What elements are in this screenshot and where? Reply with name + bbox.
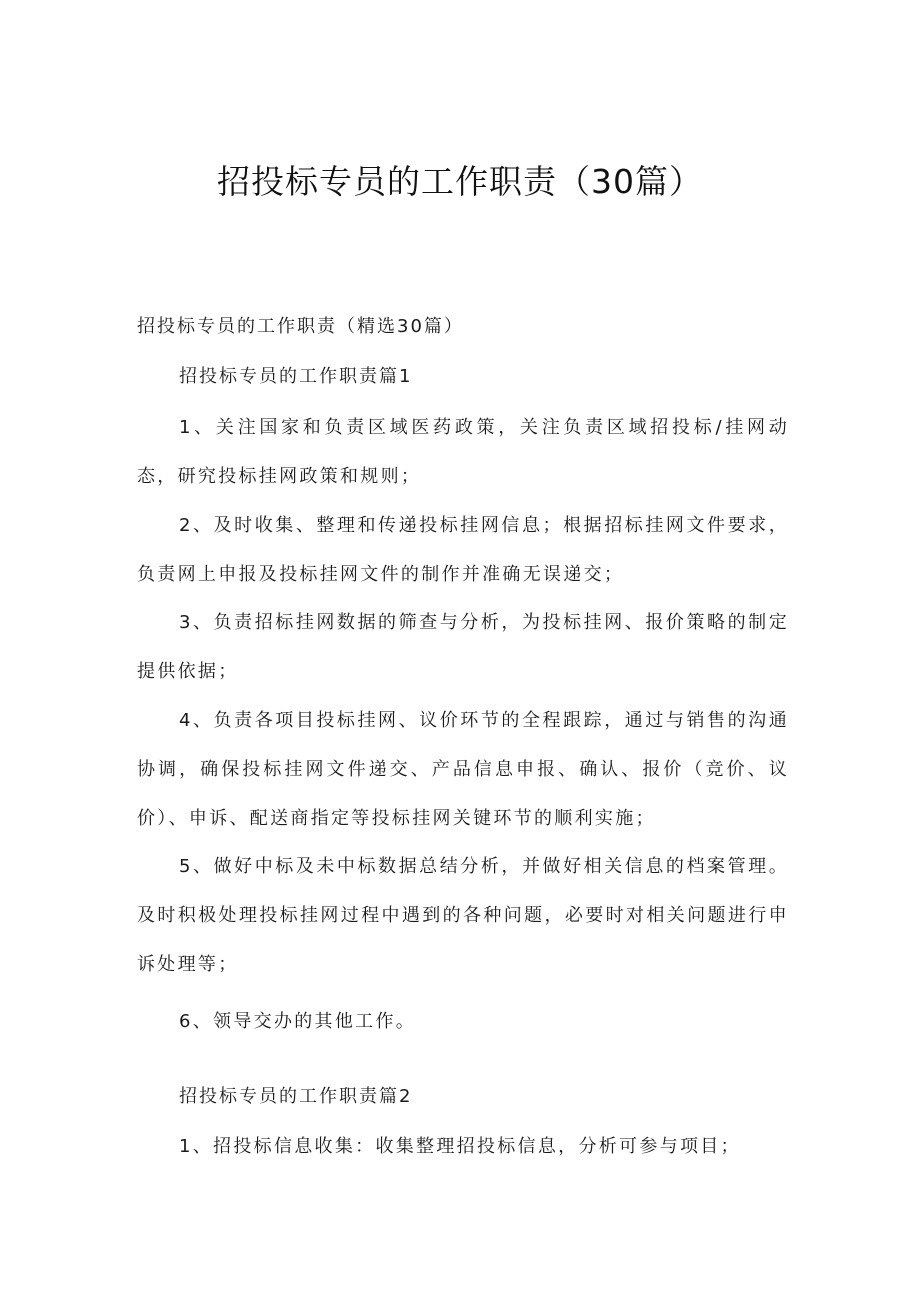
- document-subtitle: 招投标专员的工作职责（精选30篇）: [137, 316, 464, 337]
- paragraph-item: 5、做好中标及未中标数据总结分析，并做好相关信息的档案管理。及时积极处理投标挂网过程中遇到的各种问题，必要时对相关问题进行申诉处理等；: [137, 856, 789, 975]
- section-heading-1: 招投标专员的工作职责篇1: [179, 366, 413, 387]
- paragraph-item: 2、及时收集、整理和传递投标挂网信息；根据招标挂网文件要求，负责网上申报及投标挂网文件的制作并准确无误递交；: [137, 515, 789, 585]
- paragraph-item: 6、领导交办的其他工作。: [179, 1011, 417, 1032]
- section-heading-2: 招投标专员的工作职责篇2: [179, 1086, 413, 1107]
- paragraph-item: 4、负责各项目投标挂网、议价环节的全程跟踪，通过与销售的沟通协调，确保投标挂网文件递交、产品信息申报、确认、报价（竞价、议价）、申诉、配送商指定等投标挂网关键环节的顺利实施；: [137, 710, 789, 829]
- document-title: 招投标专员的工作职责（30篇）: [217, 162, 703, 201]
- paragraph-item: 1、招投标信息收集：收集整理招投标信息，分析可参与项目；: [179, 1136, 741, 1157]
- paragraph-item: 1、关注国家和负责区域医药政策，关注负责区域招投标/挂网动态，研究投标挂网政策和规则；: [137, 417, 789, 487]
- paragraph-item: 3、负责招标挂网数据的筛查与分析，为投标挂网、报价策略的制定提供依据；: [137, 612, 789, 682]
